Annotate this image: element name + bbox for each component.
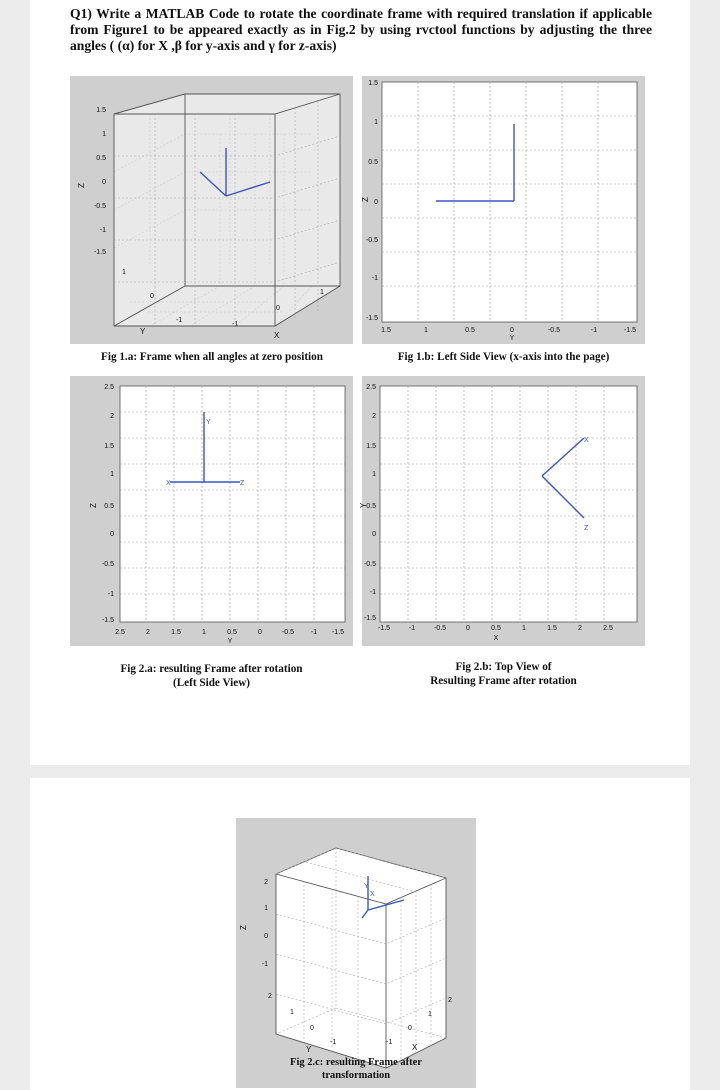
y-tick: 1.5 [366, 443, 376, 450]
frame-label-y: Y [206, 419, 211, 426]
y-tick: 1.5 [104, 443, 114, 450]
z-tick: -1 [99, 227, 106, 234]
y-axis-label: Y [140, 327, 146, 336]
x-tick: -1 [232, 321, 239, 328]
x-tick: -1 [590, 327, 598, 334]
figure-2a-plot [70, 376, 353, 646]
caption-fig-2c-line2: transformation [321, 1070, 391, 1081]
x-tick: 1 [424, 327, 428, 334]
caption-fig-2b-line1: Fig 2.b: Top View of [455, 661, 552, 673]
y-tick: -0.5 [365, 237, 378, 244]
x-tick: 0.5 [465, 327, 475, 334]
x-tick: 2 [578, 625, 582, 632]
frame-label-y: Y [364, 883, 369, 890]
z-tick: 0 [102, 179, 106, 186]
y-tick: -0.5 [101, 561, 114, 568]
z-axis-label: Z [77, 183, 86, 188]
z-axis-label: Z [239, 925, 248, 930]
caption-fig-2b-line2: Resulting Frame after rotation [430, 675, 577, 687]
y-tick: 0.5 [104, 503, 114, 510]
x-tick: 1.5 [171, 629, 181, 636]
y-tick: 0 [374, 199, 378, 206]
caption-fig-1a: Fig 1.a: Frame when all angles at zero position [101, 351, 323, 363]
x-tick: -1 [408, 625, 416, 632]
x-tick: 0 [408, 1025, 412, 1032]
y-tick: -1 [330, 1039, 337, 1046]
x-tick: 2.5 [115, 629, 125, 636]
y-tick: 0 [310, 1025, 314, 1032]
figure-1a [70, 76, 353, 344]
caption-fig-1b: Fig 1.b: Left Side View (x-axis into the page) [397, 351, 610, 363]
y-tick: 0.5 [366, 503, 376, 510]
caption-fig-2a-line2: (Left Side View) [172, 677, 251, 689]
y-tick: 2 [110, 413, 114, 420]
y-tick: 2 [268, 993, 272, 1000]
x-tick: -1 [386, 1039, 393, 1046]
y-tick: -1 [371, 275, 378, 282]
y-tick: 1 [110, 471, 114, 478]
y-tick: -1.5 [363, 615, 376, 622]
y-tick: -1 [369, 589, 376, 596]
x-tick: -1 [310, 629, 318, 636]
x-tick: -1.5 [377, 625, 391, 632]
x-tick: 0.5 [491, 625, 501, 632]
x-axis-label: X [412, 1043, 418, 1052]
z-axis-label: Z [89, 503, 98, 508]
x-tick: 2 [146, 629, 150, 636]
x-tick: 0.5 [227, 629, 237, 636]
y-tick: 1 [374, 119, 378, 126]
frame-label-x: X [166, 480, 171, 487]
x-tick: -1.5 [623, 327, 637, 334]
y-tick: 1.5 [368, 80, 378, 87]
z-tick: 0.5 [96, 155, 106, 162]
x-tick: 1.5 [547, 625, 557, 632]
x-tick: 2 [448, 997, 452, 1004]
z-tick: 2 [264, 879, 268, 886]
y-tick: 0 [372, 531, 376, 538]
y-tick: 0 [110, 531, 114, 538]
x-tick: 0 [510, 327, 514, 334]
y-tick: 2.5 [366, 384, 376, 391]
y-tick: 1 [372, 471, 376, 478]
x-axis-label: X [493, 635, 499, 642]
x-tick: -1.5 [331, 629, 345, 636]
y-tick: 0.5 [368, 159, 378, 166]
z-tick: -1 [261, 961, 268, 968]
y-axis-label: Y [306, 1045, 312, 1054]
question-text: Q1) Write a MATLAB Code to rotate the coordinate frame with required translation if applicable from Figure1 to be appeared exactly as in Fig.2 by using rvctool functions by adjusting the three angles ( (α) for X ,β for y-axis and γ for z-axis) [70, 6, 652, 53]
z-tick: 1 [102, 131, 106, 138]
frame-label-z: Z [584, 525, 589, 532]
frame-label-z: Z [240, 480, 245, 487]
z-tick: 1.5 [96, 107, 106, 114]
caption-fig-2a [70, 662, 353, 690]
z-axis-label: Z [361, 197, 370, 202]
x-tick: 1 [522, 625, 526, 632]
y-tick: -1 [107, 591, 114, 598]
x-tick: -0.5 [547, 327, 561, 334]
y-tick: -0.5 [363, 561, 376, 568]
figure-2a [70, 376, 353, 646]
x-axis-label: X [274, 331, 280, 340]
figure-1b-plot [362, 76, 645, 344]
x-tick: 0 [276, 305, 280, 312]
figure-2b [359, 376, 645, 646]
z-tick: -0.5 [93, 203, 106, 210]
x-tick: 1 [202, 629, 206, 636]
y-tick: -1.5 [101, 617, 114, 624]
caption-fig-2c-line1: Fig 2.c: resulting Frame after [290, 1057, 422, 1068]
x-tick: 2.5 [603, 625, 613, 632]
y-axis-label: Y [359, 502, 368, 508]
y-axis-label: Y [227, 638, 233, 645]
figure-2b-plot [359, 376, 645, 646]
figure-1a-plot [70, 76, 353, 344]
figure-2c [236, 818, 476, 1088]
y-tick: -1.5 [365, 315, 378, 322]
x-tick: 0 [258, 629, 262, 636]
x-tick: -0.5 [281, 629, 295, 636]
y-tick: 2 [372, 413, 376, 420]
caption-fig-2c [236, 1056, 476, 1082]
x-tick: -0.5 [433, 625, 447, 632]
frame-label-x: X [584, 437, 589, 444]
figure-2c-plot [236, 818, 476, 1088]
z-tick: 1 [264, 905, 268, 912]
frame-label-x: X [370, 891, 375, 898]
caption-fig-2b [362, 660, 645, 688]
z-tick: 0 [264, 933, 268, 940]
z-tick: -1.5 [93, 249, 106, 256]
figure-1b [362, 76, 645, 344]
y-tick: -1 [176, 317, 183, 324]
x-tick: 1 [428, 1011, 432, 1018]
x-tick: 1.5 [381, 327, 391, 334]
x-tick: 0 [466, 625, 470, 632]
y-tick: 1 [290, 1009, 294, 1016]
y-tick: 0 [150, 293, 154, 300]
x-tick: 1 [320, 289, 324, 296]
y-tick: 1 [122, 269, 126, 276]
y-tick: 2.5 [104, 384, 114, 391]
caption-fig-2a-line1: Fig 2.a: resulting Frame after rotation [120, 663, 303, 675]
y-axis-label: Y [509, 335, 515, 342]
